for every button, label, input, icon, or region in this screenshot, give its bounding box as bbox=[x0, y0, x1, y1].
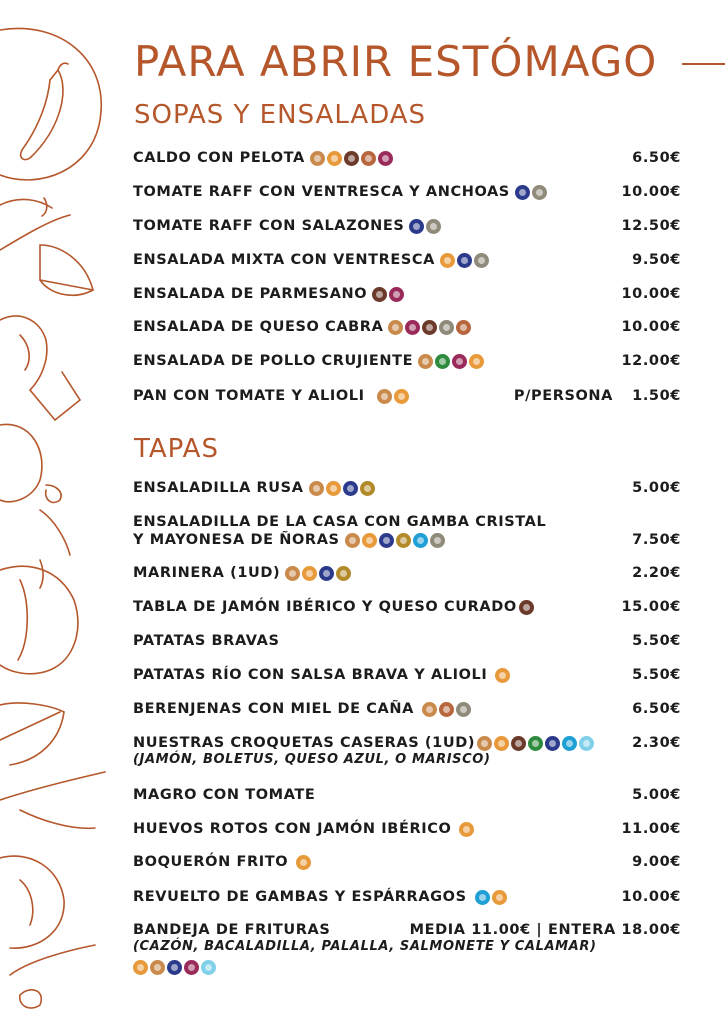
item-name: REVUELTO DE GAMBAS Y ESPÁRRAGOS bbox=[133, 889, 467, 905]
menu-item bbox=[133, 700, 681, 718]
item-name: PATATAS RÍO CON SALSA BRAVA Y ALIOLI bbox=[133, 667, 488, 683]
item-name: BANDEJA DE FRITURAS bbox=[133, 922, 331, 938]
huevo-icon bbox=[492, 890, 507, 905]
mostaza-icon bbox=[336, 566, 351, 581]
pescado-icon bbox=[457, 253, 472, 268]
item-price: MEDIA 11.00€ | ENTERA 18.00€ bbox=[409, 922, 681, 938]
crustaceos-icon bbox=[413, 533, 428, 548]
pescado-icon bbox=[343, 481, 358, 496]
menu-item bbox=[133, 479, 681, 497]
item-name: TABLA DE JAMÓN IBÉRICO Y QUESO CURADO bbox=[133, 599, 517, 615]
item-price: 7.50€ bbox=[632, 532, 681, 548]
soja-icon bbox=[361, 151, 376, 166]
crustaceos-icon bbox=[475, 890, 490, 905]
menu-item bbox=[133, 921, 681, 976]
item-price: 5.50€ bbox=[632, 633, 681, 649]
menu-item bbox=[133, 285, 681, 303]
huevo-icon bbox=[362, 533, 377, 548]
gluten-icon bbox=[285, 566, 300, 581]
item-name: ENSALADA DE PARMESANO bbox=[133, 286, 368, 302]
lacteos-icon bbox=[378, 151, 393, 166]
frutos-secos-icon bbox=[422, 320, 437, 335]
lacteos-icon bbox=[452, 354, 467, 369]
gluten-icon bbox=[477, 736, 492, 751]
huevo-icon bbox=[469, 354, 484, 369]
item-price: 10.00€ bbox=[621, 889, 681, 905]
item-subtitle: (JAMÓN, BOLETUS, QUESO AZUL, O MARISCO) bbox=[133, 752, 491, 767]
menu-item bbox=[133, 513, 681, 549]
item-name: BOQUERÓN FRITO bbox=[133, 854, 289, 870]
pescado-icon bbox=[319, 566, 334, 581]
section-title-sopas: SOPAS Y ENSALADAS bbox=[134, 100, 427, 130]
item-name: HUEVOS ROTOS CON JAMÓN IBÉRICO bbox=[133, 821, 452, 837]
item-name: ENSALADA MIXTA CON VENTRESCA bbox=[133, 252, 435, 268]
huevo-icon bbox=[327, 151, 342, 166]
pescado-icon bbox=[409, 219, 424, 234]
menu-item bbox=[133, 632, 681, 650]
item-price: 10.00€ bbox=[621, 319, 681, 335]
menu-item bbox=[133, 598, 681, 616]
menu-item bbox=[133, 853, 681, 871]
menu-item bbox=[133, 318, 681, 336]
sulfitos-icon bbox=[532, 185, 547, 200]
item-price: 5.00€ bbox=[632, 787, 681, 803]
huevo-icon bbox=[302, 566, 317, 581]
menu-item bbox=[133, 217, 681, 235]
item-name: PAN CON TOMATE Y ALIOLI bbox=[133, 388, 365, 404]
gluten-icon bbox=[377, 389, 392, 404]
item-subtitle: (CAZÓN, BACALADILLA, PALALLA, SALMONETE Y CALAMAR) bbox=[133, 939, 597, 954]
sulfitos-icon bbox=[456, 702, 471, 717]
item-name: NUESTRAS CROQUETAS CASERAS (1UD) bbox=[133, 735, 476, 751]
item-name: TOMATE RAFF CON VENTRESCA Y ANCHOAS bbox=[133, 184, 510, 200]
item-name: ENSALADILLA DE LA CASA CON GAMBA CRISTAL bbox=[133, 514, 547, 530]
menu-item bbox=[133, 251, 681, 269]
pescado-icon bbox=[515, 185, 530, 200]
lacteos-icon bbox=[389, 287, 404, 302]
item-price: 2.20€ bbox=[632, 565, 681, 581]
item-price: 15.00€ bbox=[621, 599, 681, 615]
item-price: 6.50€ bbox=[632, 701, 681, 717]
huevo-icon bbox=[494, 736, 509, 751]
item-price: 2.30€ bbox=[632, 735, 681, 751]
menu-item bbox=[133, 786, 681, 804]
moluscos-icon bbox=[579, 736, 594, 751]
menu-item bbox=[133, 666, 681, 684]
huevo-icon bbox=[459, 822, 474, 837]
page-title: PARA ABRIR ESTÓMAGO bbox=[134, 37, 658, 86]
item-name: CALDO CON PELOTA bbox=[133, 150, 305, 166]
menu-item bbox=[133, 734, 681, 768]
title-divider bbox=[682, 63, 725, 65]
huevo-icon bbox=[394, 389, 409, 404]
soja-icon bbox=[439, 702, 454, 717]
huevo-icon bbox=[133, 960, 148, 975]
lacteos-icon bbox=[405, 320, 420, 335]
menu-item bbox=[133, 820, 681, 838]
section-title-tapas: TAPAS bbox=[134, 434, 219, 464]
moluscos-icon bbox=[201, 960, 216, 975]
item-price: 5.00€ bbox=[632, 480, 681, 496]
item-price: 12.00€ bbox=[621, 353, 681, 369]
frutos-secos-icon bbox=[344, 151, 359, 166]
sulfitos-icon bbox=[426, 219, 441, 234]
item-name: MARINERA (1UD) bbox=[133, 565, 281, 581]
lacteos-icon bbox=[184, 960, 199, 975]
item-price: 1.50€ bbox=[632, 388, 681, 404]
item-price: 12.50€ bbox=[621, 218, 681, 234]
sulfitos-icon bbox=[430, 533, 445, 548]
item-name: ENSALADA DE QUESO CABRA bbox=[133, 319, 384, 335]
item-price: 5.50€ bbox=[632, 667, 681, 683]
item-price: 10.00€ bbox=[621, 286, 681, 302]
soja-icon bbox=[456, 320, 471, 335]
item-name: MAGRO CON TOMATE bbox=[133, 787, 316, 803]
item-name: BERENJENAS CON MIEL DE CAÑA bbox=[133, 701, 414, 717]
crustaceos-icon bbox=[562, 736, 577, 751]
item-price: 10.00€ bbox=[621, 184, 681, 200]
item-name: ENSALADILLA RUSA bbox=[133, 480, 304, 496]
item-name: PATATAS BRAVAS bbox=[133, 633, 280, 649]
apio-icon bbox=[435, 354, 450, 369]
menu-item bbox=[133, 183, 681, 201]
item-name: TOMATE RAFF CON SALAZONES bbox=[133, 218, 405, 234]
gluten-icon bbox=[345, 533, 360, 548]
sulfitos-icon bbox=[474, 253, 489, 268]
pescado-icon bbox=[545, 736, 560, 751]
apio-icon bbox=[528, 736, 543, 751]
menu-item bbox=[133, 888, 681, 906]
gluten-icon bbox=[309, 481, 324, 496]
huevo-icon bbox=[326, 481, 341, 496]
mostaza-icon bbox=[396, 533, 411, 548]
item-price: 9.50€ bbox=[632, 252, 681, 268]
mostaza-icon bbox=[360, 481, 375, 496]
gluten-icon bbox=[418, 354, 433, 369]
menu-item bbox=[133, 352, 681, 370]
menu-item bbox=[133, 564, 681, 582]
gluten-icon bbox=[310, 151, 325, 166]
frutos-secos-icon bbox=[519, 600, 534, 615]
item-per-person: P/PERSONA bbox=[513, 388, 613, 404]
menu-item bbox=[133, 387, 681, 405]
huevo-icon bbox=[296, 855, 311, 870]
gluten-icon bbox=[422, 702, 437, 717]
frutos-secos-icon bbox=[372, 287, 387, 302]
frutos-secos-icon bbox=[511, 736, 526, 751]
food-illustration-border bbox=[0, 0, 120, 1024]
pescado-icon bbox=[167, 960, 182, 975]
item-price: 9.00€ bbox=[632, 854, 681, 870]
pescado-icon bbox=[379, 533, 394, 548]
huevo-icon bbox=[440, 253, 455, 268]
menu-item bbox=[133, 149, 681, 167]
sulfitos-icon bbox=[439, 320, 454, 335]
item-name: ENSALADA DE POLLO CRUJIENTE bbox=[133, 353, 414, 369]
gluten-icon bbox=[150, 960, 165, 975]
gluten-icon bbox=[388, 320, 403, 335]
item-name-line2: Y MAYONESA DE ÑORAS bbox=[133, 532, 340, 548]
item-price: 6.50€ bbox=[632, 150, 681, 166]
item-price: 11.00€ bbox=[621, 821, 681, 837]
huevo-icon bbox=[495, 668, 510, 683]
